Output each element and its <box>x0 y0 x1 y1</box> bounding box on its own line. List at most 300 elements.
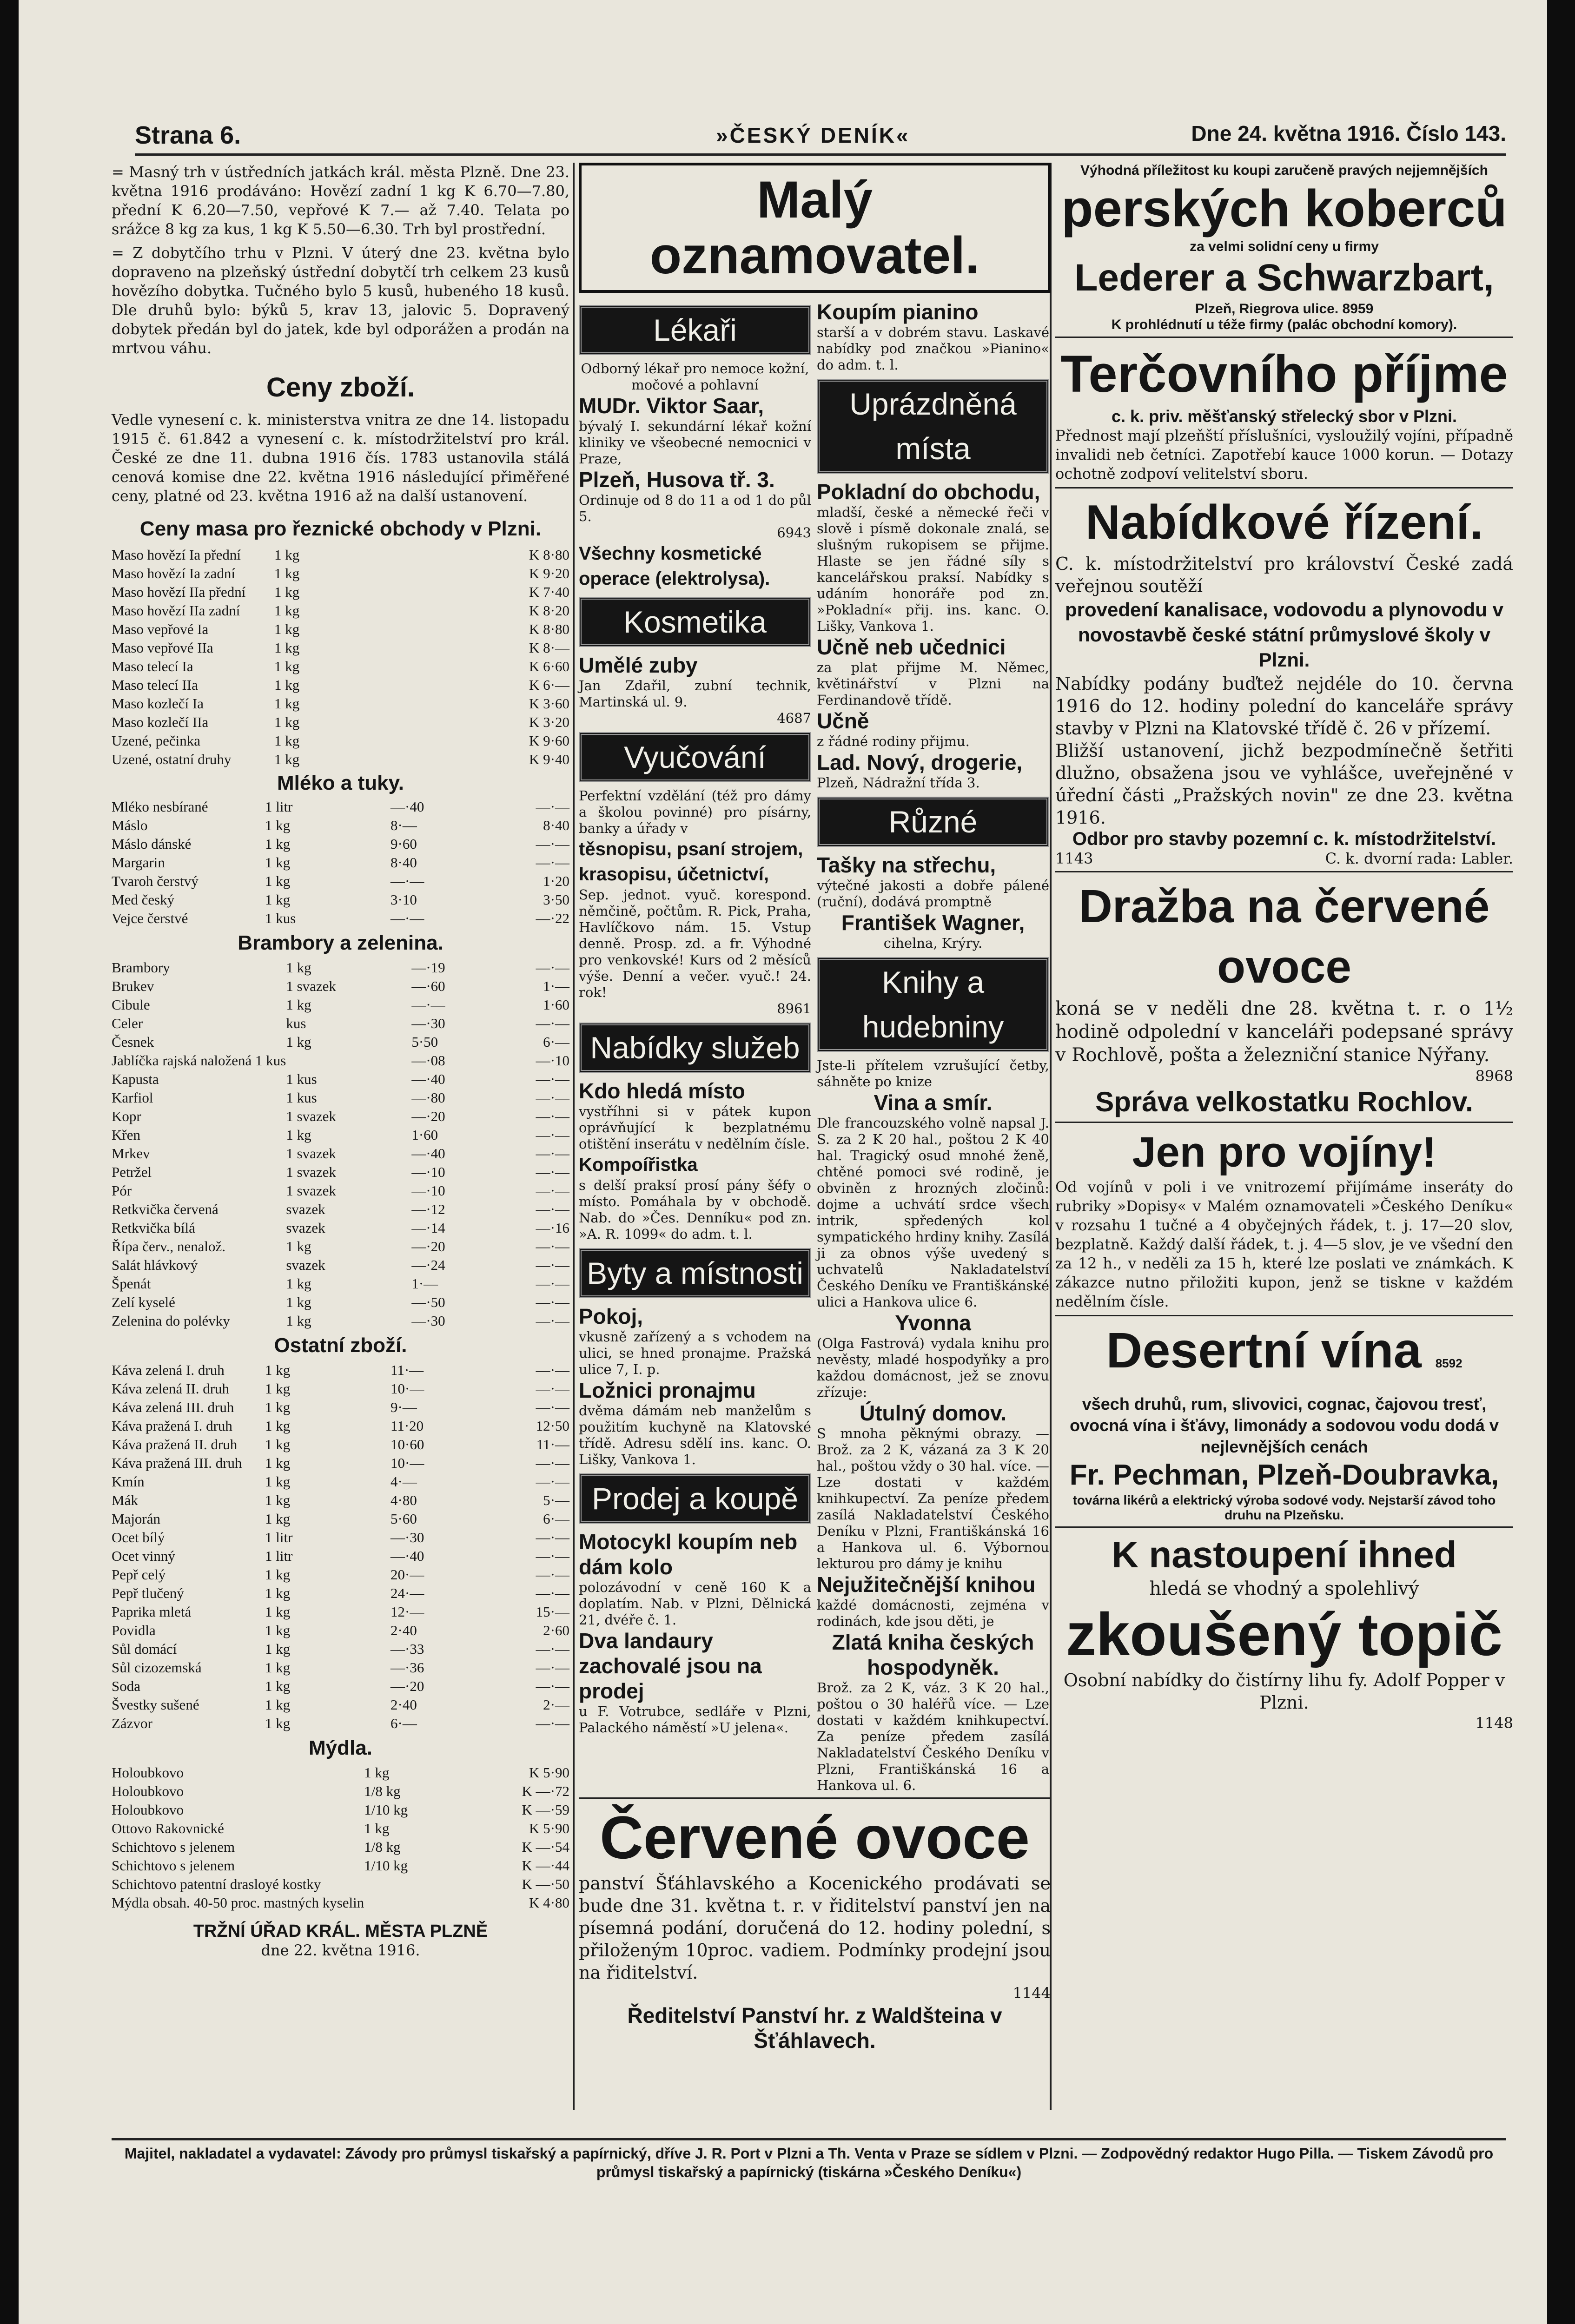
issue-date: Dne 24. května 1916. Číslo 143. <box>1191 121 1506 145</box>
ad-text: Plzeň, Nádražní třída 3. <box>817 775 980 791</box>
price-row <box>112 1565 569 1584</box>
price-cell: 1 kg <box>286 1313 311 1329</box>
ad-heading: Ložnici pronajmu <box>579 1378 756 1402</box>
ad-text: Jan Zdařil, zubní technik, Martinská ul. 9. <box>579 678 811 710</box>
price-row <box>112 816 569 835</box>
price-cell: K 6·60 <box>529 658 569 674</box>
price-cell: 1 kg <box>265 1380 291 1397</box>
price-cell: —·— <box>536 1362 569 1378</box>
price-row <box>112 909 569 928</box>
price-cell: Celer <box>112 1015 143 1031</box>
milk-heading: Mléko a tuky. <box>277 772 404 794</box>
price-cell: Holoubkovo <box>112 1783 184 1799</box>
ad-number: 6943 <box>777 525 811 541</box>
price-cell: Med český <box>112 891 175 908</box>
tender-signatory: C. k. dvorní rada: Labler. <box>1325 850 1513 867</box>
price-row <box>112 1398 569 1417</box>
wine-ad-note: továrna likérů a elektrický výroba sodové vody. Nejstarší závod toho druhu na Plzeňsku. <box>1072 1493 1496 1522</box>
price-cell: 1·60 <box>543 997 569 1013</box>
price-cell: 1 kus <box>286 1089 317 1106</box>
price-cell: 10·— <box>390 1455 424 1471</box>
price-cell: K 8·80 <box>529 621 569 637</box>
price-cell: Uzené, ostatní druhy <box>112 751 232 767</box>
price-row <box>112 750 569 769</box>
price-cell: 5·— <box>543 1492 569 1508</box>
price-row <box>112 1547 569 1565</box>
ad-heading: MUDr. Viktor Saar, <box>579 394 764 418</box>
price-cell: Holoubkovo <box>112 1764 184 1781</box>
price-cell: 1 kg <box>265 891 291 908</box>
price-cell: 3·50 <box>543 891 569 908</box>
price-row <box>112 1801 569 1819</box>
price-cell: svazek <box>286 1257 325 1273</box>
ad-heading: těsnopisu, psaní strojem, krasopisu, účetnictví, <box>579 839 803 885</box>
ad-text: polozávodní v ceně 160 K a doplatím. Nab. v Plzni, Dělnická 21, dvéře č. 1. <box>579 1579 811 1628</box>
price-cell: —·08 <box>411 1052 445 1069</box>
price-cell: 1 kg <box>265 1418 291 1434</box>
price-cell: 11·— <box>536 1436 569 1452</box>
price-cell: 1 kg <box>274 751 300 767</box>
price-cell: Pepř celý <box>112 1566 166 1583</box>
price-cell: —·14 <box>411 1220 445 1236</box>
price-cell: 1·— <box>543 978 569 994</box>
price-row <box>112 620 569 639</box>
ad-heading: Kompoířistka <box>579 1155 698 1175</box>
price-row <box>112 1070 569 1089</box>
price-cell: 1 kg <box>265 873 291 889</box>
carpet-ad-intro: Výhodná příležitost ku koupi zaručeně pravých nejjemnějších <box>1080 163 1488 178</box>
price-cell: —·— <box>536 1257 569 1273</box>
price-cell: —·10 <box>536 1052 569 1069</box>
price-row <box>112 1491 569 1510</box>
ad-text: každé domácnosti, zejména v rodinách, kde jsou děti, je <box>817 1597 1049 1629</box>
auction-title: Dražba na červené ovoce <box>1079 880 1490 993</box>
price-cell: Soda <box>112 1678 140 1694</box>
price-cell: 9·60 <box>390 836 417 852</box>
price-cell <box>364 1875 438 1894</box>
price-row <box>112 713 569 732</box>
price-cell: Maso telecí IIa <box>112 677 198 693</box>
price-cell: Maso telecí Ia <box>112 658 193 674</box>
price-cell: 1 kg <box>265 1511 291 1527</box>
price-cell: Zázvor <box>112 1715 152 1731</box>
price-row <box>112 1126 569 1144</box>
price-cell: 1 kg <box>274 733 300 749</box>
carpet-ad-note: K prohlédnutí u téže firmy (palác obchodní komory). <box>1111 317 1457 332</box>
price-row <box>112 872 569 891</box>
price-cell: Petržel <box>112 1164 152 1180</box>
price-cell: 1 kg <box>265 1641 291 1657</box>
ad-heading: Nejužitečnější knihou <box>817 1572 1036 1597</box>
price-cell: 1 litr <box>265 1529 293 1545</box>
ad-text: vystříhni si v pátek kupon oprávňující k bezplatnému otištění inserátu v nedělním čísle. <box>579 1103 811 1152</box>
price-cell: 1 litr <box>265 1548 293 1564</box>
price-cell: 1 kg <box>265 836 291 852</box>
stoker-ad-contact: Osobní nabídky do čistírny lihu fy. Adolf Popper v Plzni. <box>1063 1670 1505 1713</box>
stoker-ad-title: K nastoupení ihned <box>1112 1534 1457 1575</box>
price-cell: 1 kg <box>286 959 311 976</box>
price-cell: K 9·40 <box>529 751 569 767</box>
price-cell: 6·— <box>543 1034 569 1050</box>
soap-heading: Mýdla. <box>309 1736 372 1759</box>
ad-heading: Lad. Nový, drogerie, <box>817 750 1023 774</box>
ad-heading: Dva landaury zachovalé jsou na prodej <box>579 1629 762 1703</box>
ad-text: S mnoha pěknými obrazy. — Brož. za 2 K, vázaná za 3 K 20 hal., poštou vždy o 30 hal. více. — Lze dostati v každém knihkupectví. Za peníze předem zasílá Nakladatelství Českého Deníku v Plzni, Františkánská 16 a Hankova ul. 6. Výbornou lekturou pro dámy je knihu <box>817 1426 1049 1571</box>
price-cell: Sůl domácí <box>112 1641 177 1657</box>
price-cell: svazek <box>286 1201 325 1217</box>
price-cell: Schichtovo s jelenem <box>112 1839 235 1855</box>
price-row <box>112 657 569 676</box>
price-cell: —·— <box>536 1566 569 1583</box>
price-cell: 1 kg <box>274 714 300 730</box>
ad-heading: Učně neb učednici <box>817 635 1006 659</box>
price-cell: K 7·40 <box>529 584 569 600</box>
section-education: Vyučování <box>579 732 811 782</box>
price-cell: 1 svazek <box>286 978 336 994</box>
price-row <box>112 676 569 694</box>
shooting-ad-title: Terčovního příjme <box>1060 345 1508 403</box>
price-cell: K —·50 <box>522 1876 569 1892</box>
price-cell <box>364 1894 438 1912</box>
ad-heading: Pokladní do obchodu, <box>817 480 1040 504</box>
price-cell: Máslo <box>112 817 148 833</box>
price-cell: Káva pražená I. druh <box>112 1418 232 1434</box>
price-cell: —·— <box>536 836 569 852</box>
price-cell: Mýdla obsah. 40-50 proc. mastných kyselin <box>112 1895 364 1911</box>
price-cell: —·40 <box>390 799 424 815</box>
price-cell: —·40 <box>411 1145 445 1162</box>
tender-subject: provedení kanalisace, vodovodu a plynovodu v novostavbě české státní průmyslové školy v Plzni. <box>1065 599 1503 671</box>
tender-title: Nabídkové řízení. <box>1085 495 1483 549</box>
price-cell: —·— <box>536 1108 569 1124</box>
price-cell: —·— <box>536 1548 569 1564</box>
classifieds-left <box>579 299 811 1794</box>
ad-heading: Pokoj, <box>579 1304 643 1328</box>
ad-text: Sep. jednot. vyuč. korespond. němčině, počtům. R. Pick, Praha, Havlíčkovo nám. 15. Vstup denně. Prosp. zd. a fr. Výhodné pro venkovské! Kurs od 2 měsíců výše. Denní a večer. vyuč.! 24. rok! <box>579 887 811 1000</box>
price-cell: —·20 <box>411 1238 445 1254</box>
price-cell: Česnek <box>112 1034 154 1050</box>
price-row <box>112 732 569 750</box>
price-cell: K 5·90 <box>529 1820 569 1836</box>
vegetables-heading: Brambory a zelenina. <box>238 931 443 954</box>
price-cell: —·20 <box>411 1108 445 1124</box>
price-row <box>112 1838 569 1856</box>
price-cell: Maso hovězí Ia přední <box>112 547 241 563</box>
ad-heading: František Wagner, <box>841 911 1025 935</box>
price-cell: 1·— <box>411 1275 438 1292</box>
price-cell: 1 kg <box>274 677 300 693</box>
section-cosmetics: Kosmetika <box>579 597 811 647</box>
price-cell: —·40 <box>390 1548 424 1564</box>
auction-signature: Správa velkostatku Rochlov. <box>1095 1086 1473 1117</box>
price-cell: Margarin <box>112 854 165 871</box>
market-prices-column <box>112 163 569 1959</box>
price-cell: 1 kg <box>364 1764 390 1781</box>
price-cell: —·16 <box>536 1220 569 1236</box>
price-row <box>112 1677 569 1696</box>
price-row <box>112 1219 569 1237</box>
price-cell: —·— <box>536 1659 569 1676</box>
market-office: TRŽNÍ ÚŘAD KRÁL. MĚSTA PLZNĚ <box>193 1921 488 1941</box>
price-cell: Paprika mletá <box>112 1604 192 1620</box>
price-cell: 12·— <box>390 1604 424 1620</box>
price-row <box>112 639 569 657</box>
price-row <box>112 1435 569 1454</box>
price-cell: —·80 <box>411 1089 445 1106</box>
price-cell: 1 kg <box>286 1127 311 1143</box>
scan-border-left <box>0 0 19 2324</box>
price-row <box>112 601 569 620</box>
price-cell: Schichtovo s jelenem <box>112 1857 235 1874</box>
price-row <box>112 1182 569 1200</box>
price-cell: K 3·60 <box>529 695 569 712</box>
price-cell: —·— <box>536 1399 569 1415</box>
ad-text: cihelna, Krýry. <box>883 935 983 951</box>
section-vacancies: Uprázdněná místa <box>817 379 1049 474</box>
column-divider <box>573 163 575 2110</box>
ad-heading: Yvonna <box>895 1311 971 1335</box>
price-cell: 1 svazek <box>286 1182 336 1199</box>
tender-signature: Odbor pro stavby pozemní c. k. místodržitelství. <box>1072 829 1496 849</box>
price-cell: 1 kus <box>265 910 296 926</box>
price-row <box>112 1510 569 1528</box>
price-cell: 1/10 kg <box>364 1802 408 1818</box>
price-cell: 1 kg <box>265 1697 291 1713</box>
price-cell: 1·20 <box>543 873 569 889</box>
price-row <box>112 1856 569 1875</box>
price-cell: Retkvička bílá <box>112 1220 195 1236</box>
ad-text: Ordinuje od 8 do 11 a od 1 do půl 5. <box>579 492 811 524</box>
price-cell: Uzené, pečinka <box>112 733 201 749</box>
price-row <box>112 1658 569 1677</box>
tender-text: C. k. místodržitelství pro království České zadá veřejnou soutěží <box>1055 554 1513 596</box>
price-cell: 1 kg <box>274 547 300 563</box>
price-cell: Káva pražená II. druh <box>112 1436 238 1452</box>
shooting-ad-details: Přednost mají plzeňští příslušníci, vysloužilý vojíni, případně invalidi neb četníci. Zapotřebí kauce 1000 korun. — Dotazy ochotně zodpoví velitelství sboru. <box>1055 427 1513 482</box>
price-cell: 1 kg <box>265 1566 291 1583</box>
price-cell: —·— <box>536 1473 569 1490</box>
section-services: Nabídky služeb <box>579 1023 811 1073</box>
price-cell: K 5·90 <box>529 1764 569 1781</box>
price-cell: K 3·20 <box>529 714 569 730</box>
price-cell: 1 kg <box>265 1399 291 1415</box>
price-cell: 2·— <box>543 1697 569 1713</box>
price-cell: 4·— <box>390 1473 417 1490</box>
price-cell: Mrkev <box>112 1145 150 1162</box>
ad-heading: Tašky na střechu, <box>817 853 996 877</box>
price-cell: 1/8 kg <box>364 1839 401 1855</box>
price-cell: 1 svazek <box>286 1164 336 1180</box>
price-cell: 1 svazek <box>286 1145 336 1162</box>
price-row <box>112 583 569 601</box>
price-cell: Karfiol <box>112 1089 153 1106</box>
price-cell: 1 kg <box>265 1678 291 1694</box>
price-cell: —·30 <box>411 1313 445 1329</box>
milk-prices-table <box>112 798 569 928</box>
scan-border-right <box>1547 0 1575 2324</box>
carpet-ad-address: Plzeň, Riegrova ulice. <box>1195 301 1339 317</box>
price-cell: Maso hovězí Ia zadní <box>112 565 235 581</box>
price-cell: —·10 <box>411 1164 445 1180</box>
price-cell: Majorán <box>112 1511 161 1527</box>
price-cell: 1·60 <box>411 1127 438 1143</box>
price-cell: 8·40 <box>543 817 569 833</box>
price-row <box>112 798 569 816</box>
price-row <box>112 1819 569 1838</box>
price-cell: 1 svazek <box>286 1108 336 1124</box>
price-row <box>112 1603 569 1621</box>
price-cell: 1 kg <box>265 817 291 833</box>
price-cell: K 9·20 <box>529 565 569 581</box>
price-cell: —·40 <box>411 1071 445 1087</box>
price-cell: 1 kg <box>274 565 300 581</box>
price-cell: —·— <box>536 1238 569 1254</box>
ad-text: Jste-li přítelem vzrušující četby, sáhněte po knize <box>817 1057 1049 1089</box>
price-cell: —·— <box>536 1015 569 1031</box>
wine-ad-title: Desertní vína <box>1106 1322 1422 1378</box>
price-row <box>112 1454 569 1472</box>
price-cell: 12·50 <box>536 1418 569 1434</box>
red-fruit-ad-text: panství Šťáhlavského a Kocenického prodávati se bude dne 31. května t. r. v řiditelství panství jen na písemná podání, doručená do 12. hodiny polední, s přiloženým 10proc. vadiem. Podmínky prodejní jsou na řiditelství. <box>579 1873 1051 1983</box>
ad-heading: Plzeň, Husova tř. 3. <box>579 468 775 492</box>
price-cell: —·60 <box>411 978 445 994</box>
price-cell: 24·— <box>390 1585 424 1601</box>
price-cell: 2·60 <box>543 1622 569 1638</box>
price-row <box>112 1256 569 1274</box>
carpet-ad-company: Lederer a Schwarzbart, <box>1074 257 1494 299</box>
price-cell: kus <box>286 1015 306 1031</box>
price-row <box>112 1033 569 1051</box>
ad-number: 8968 <box>1475 1067 1513 1085</box>
ad-text: Dle francouzského volně napsal J. S. za 2 K 20 hal., poštou 2 K 40 hal. Tragický osud mnohé ženě, chtěné pomoci své rodině, je obviněn z hrozných zločinů: dojme a uchvátí srdce všech intrik, spředených kol sympatického hrdiny knihy. Zasílá ji za obnos výše uvedený s uchvatelů Nakladatelství Českého Deníku ve Františkánské ulici a Hankova ulice 6. <box>817 1115 1049 1310</box>
price-cell: Salát hlávkový <box>112 1257 198 1273</box>
wine-ad-company: Fr. Pechman, Plzeň-Doubravka, <box>1069 1459 1499 1491</box>
soldiers-ad-title: Jen pro vojíny! <box>1132 1129 1436 1176</box>
price-cell: —·— <box>536 1294 569 1310</box>
price-cell: 1 kg <box>265 1455 291 1471</box>
price-cell: 1 kg <box>274 602 300 619</box>
price-cell: —·22 <box>536 910 569 926</box>
soap-prices-table <box>112 1763 569 1912</box>
price-cell: Pór <box>112 1182 132 1199</box>
price-cell: —·— <box>536 1275 569 1292</box>
price-row <box>112 1763 569 1782</box>
ad-heading: Učně <box>817 709 869 733</box>
price-cell: 1 litr <box>265 799 293 815</box>
price-cell: —·12 <box>411 1201 445 1217</box>
other-goods-table <box>112 1361 569 1733</box>
price-cell: 1 kg <box>286 1294 311 1310</box>
prices-intro: Vedle vynesení c. k. ministerstva vnitra ze dne 14. listopadu 1915 č. 61.842 a vynesení c. k. místodržitelství pro král. České ze dne 11. dubna 1916 čís. 1783 ustanovila stálá cenová komise dne 22. května 1916 následující přiměřené ceny, platné od 23. května 1916 až na další ustanovení. <box>112 411 569 505</box>
price-cell: 1 kg <box>265 1492 291 1508</box>
price-cell: 1 kg <box>274 640 300 656</box>
price-cell: —·— <box>536 1071 569 1087</box>
price-cell: 1 kg <box>286 1238 311 1254</box>
price-cell: —·— <box>536 1715 569 1731</box>
price-cell: 6·— <box>543 1511 569 1527</box>
price-cell: Cibule <box>112 997 150 1013</box>
price-row <box>112 1417 569 1435</box>
price-cell: 1 kg <box>274 584 300 600</box>
cattle-market-report: = Z dobytčího trhu v Plzni. V úterý dne 23. května bylo dopraveno na plzeňský ústřední dobytčí trh celkem 23 kusů hovězího dobytka. Tučného bylo 5 kusů, hubeného 18 kusů. Dle druhů bylo: býků 5, krav 13, jalovic 5. Dopravený dobytek předán byl do jatek, kde byl odporážen a prodán na mrtvou váhu. <box>112 244 569 357</box>
price-row <box>112 958 569 977</box>
price-cell: Káva pražená III. druh <box>112 1455 242 1471</box>
ad-heading: Umělé zuby <box>579 653 698 677</box>
price-cell: Pepř tlučený <box>112 1585 184 1601</box>
price-row <box>112 1237 569 1256</box>
price-cell: —·— <box>536 959 569 976</box>
price-cell: Švestky sušené <box>112 1697 199 1713</box>
price-cell: —·— <box>536 1585 569 1601</box>
ad-number: 4687 <box>777 710 811 726</box>
price-cell: —·30 <box>390 1529 424 1545</box>
price-cell: Máslo dánské <box>112 836 192 852</box>
section-sales: Prodej a koupě <box>579 1473 811 1524</box>
price-cell: 3·10 <box>390 891 417 908</box>
ad-text: bývalý I. sekundární lékař kožní kliniky ve všeobecné nemocnici v Praze, <box>579 418 811 467</box>
price-cell: 1/8 kg <box>364 1783 401 1799</box>
meat-market-report: = Masný trh v ústředních jatkách král. města Plzně. Dne 23. května 1916 prodáváno: Hovězí zadní 1 kg K 6.70—7.80, přední K 6.20—7.50, vepřové K 7.— až 7.40. Telata po srážce 8 kg za kus, 1 kg K 5.50—6.30. Trh byl prostřední. <box>112 163 569 238</box>
price-row <box>112 1089 569 1107</box>
price-cell: Ottovo Rakovnické <box>112 1820 224 1836</box>
price-cell: 11·— <box>390 1362 424 1378</box>
price-cell: Káva zelená I. druh <box>112 1362 225 1378</box>
price-row <box>112 1584 569 1603</box>
price-cell: 1 kg <box>265 1659 291 1676</box>
ad-number: 8961 <box>777 1001 811 1017</box>
price-cell: Kmín <box>112 1473 145 1490</box>
display-ads-column <box>1055 163 1513 1733</box>
market-office-date: dne 22. května 1916. <box>261 1941 420 1959</box>
price-cell: 1 kg <box>274 621 300 637</box>
price-cell: —·— <box>536 799 569 815</box>
price-cell: K 6·— <box>529 677 569 693</box>
price-row <box>112 1014 569 1033</box>
price-cell: —·— <box>536 1201 569 1217</box>
price-cell: 1 kg <box>286 1275 311 1292</box>
ad-heading: Kdo hledá místo <box>579 1079 745 1103</box>
price-cell: 15·— <box>536 1604 569 1620</box>
price-row <box>112 1312 569 1330</box>
ad-number: 1143 <box>1055 850 1093 867</box>
auction-text: koná se v neděli dne 28. května t. r. o 1½ hodině odpolední v kanceláři podepsané správy v Rochlově, pošta a železniční stanice Nýřany. <box>1055 998 1513 1066</box>
classifieds-column <box>579 163 1051 2053</box>
price-cell: 1 kg <box>265 1715 291 1731</box>
price-row <box>112 1875 569 1894</box>
price-cell: 5·50 <box>411 1034 438 1050</box>
red-fruit-ad-signature: Ředitelství Panství hr. z Waldšteina v Šťáhlavech. <box>627 2003 1002 2053</box>
price-row <box>112 853 569 872</box>
section-doctors: Lékaři <box>579 305 811 355</box>
price-row <box>112 1144 569 1163</box>
price-cell: Káva zelená III. druh <box>112 1399 234 1415</box>
price-cell: Sůl cizozemská <box>112 1659 202 1676</box>
carpet-ad-title: perských koberců <box>1061 179 1507 238</box>
price-cell: —·— <box>536 1182 569 1199</box>
section-books: Knihy a hudebniny <box>817 957 1049 1052</box>
price-cell: 1 kg <box>286 997 311 1013</box>
price-cell: Zelenina do polévky <box>112 1313 230 1329</box>
price-cell: Špenát <box>112 1275 151 1292</box>
other-goods-heading: Ostatní zboží. <box>274 1334 407 1357</box>
price-cell: —·— <box>536 1313 569 1329</box>
price-cell: 1 kg <box>265 1362 291 1378</box>
price-cell: 2·40 <box>390 1697 417 1713</box>
page-header <box>135 112 1506 156</box>
price-cell: 5·60 <box>390 1511 417 1527</box>
price-cell: Povidla <box>112 1622 156 1638</box>
price-cell: Retkvička červená <box>112 1201 218 1217</box>
